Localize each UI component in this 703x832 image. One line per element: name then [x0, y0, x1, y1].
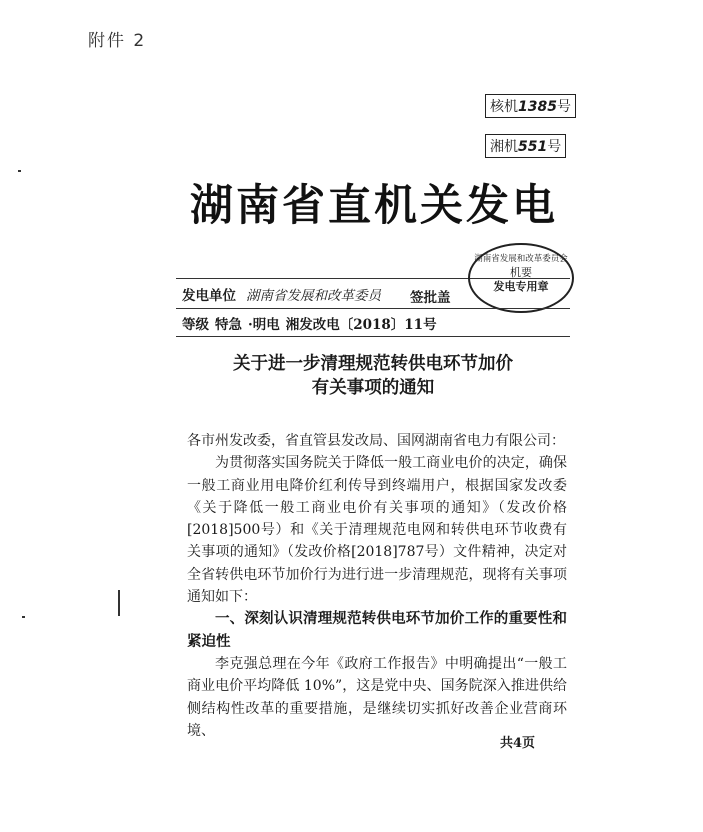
ref-prefix: 核机 [490, 99, 518, 115]
ref-number: 551 [518, 139, 548, 155]
body-paragraph: 为贯彻落实国务院关于降低一般工商业电价的决定，确保一般工商业用电降价红利传导到终端用户，根据国家发改委《关于降低一般工商业电价有关事项的通知》（发改价格[2018]500号）和《关于清理规范电网和转供电环节收费有关事项的通知》（发改价格[2018]787号）文件精神，决定对全省转供电环节加价行为进行进一步清理规范，现将有关事项通知如下： [187, 455, 567, 606]
scan-artifact-speck [18, 170, 21, 172]
ref-prefix: 湘机 [490, 139, 518, 155]
document-title [176, 352, 570, 400]
scan-artifact-mark [118, 590, 120, 616]
salutation: 各市州发改委，省直管县发改局、国网湖南省电力有限公司： [187, 433, 565, 449]
grade-value: 特急 [215, 317, 242, 333]
ref-suffix: 号 [556, 99, 571, 115]
scan-artifact-speck [22, 616, 25, 618]
grade-label: 等级 [182, 317, 209, 333]
header-title: 湖南省直机关发电 [190, 181, 558, 231]
ref-number: 1385 [518, 99, 557, 115]
document-title-line-2: 有关事项的通知 [311, 378, 435, 398]
page-count: 共4页 [500, 736, 536, 751]
sender-value: 湖南省发展和改革委员 [246, 288, 381, 304]
document-title-line-1: 关于进一步清理规范转供电环节加价 [233, 354, 513, 374]
seal-line3: 发电专用章 [493, 280, 549, 293]
sender-row [182, 284, 381, 304]
seal-line2: 机要 [510, 266, 532, 279]
reference-number-box-2 [485, 134, 566, 158]
seal-org-text: 湖南省发展和改革委员会 [474, 254, 568, 264]
attachment-label: 附件 2 [88, 31, 147, 51]
section-heading: 一、深刻认识清理规范转供电环节加价工作的重要性和紧迫性 [187, 610, 567, 650]
official-seal-stamp [468, 243, 574, 313]
sign-label: 签批盖 [410, 290, 451, 306]
grade-row [182, 313, 443, 333]
document-body [187, 430, 567, 742]
divider [176, 308, 570, 309]
mode-value: ·明电 [248, 317, 280, 333]
document-number: 湘发改电〔2018〕11号 [285, 317, 437, 333]
divider [176, 336, 570, 337]
reference-number-box-1 [485, 94, 576, 118]
body-paragraph: 李克强总理在今年《政府工作报告》中明确提出“一般工商业电价平均降低 10%”，这是党中央、国务院深入推进供给侧结构性改革的重要措施，是继续切实抓好改善企业营商环境、 [187, 655, 567, 739]
sender-label: 发电单位 [182, 288, 236, 304]
ref-suffix: 号 [547, 139, 562, 155]
